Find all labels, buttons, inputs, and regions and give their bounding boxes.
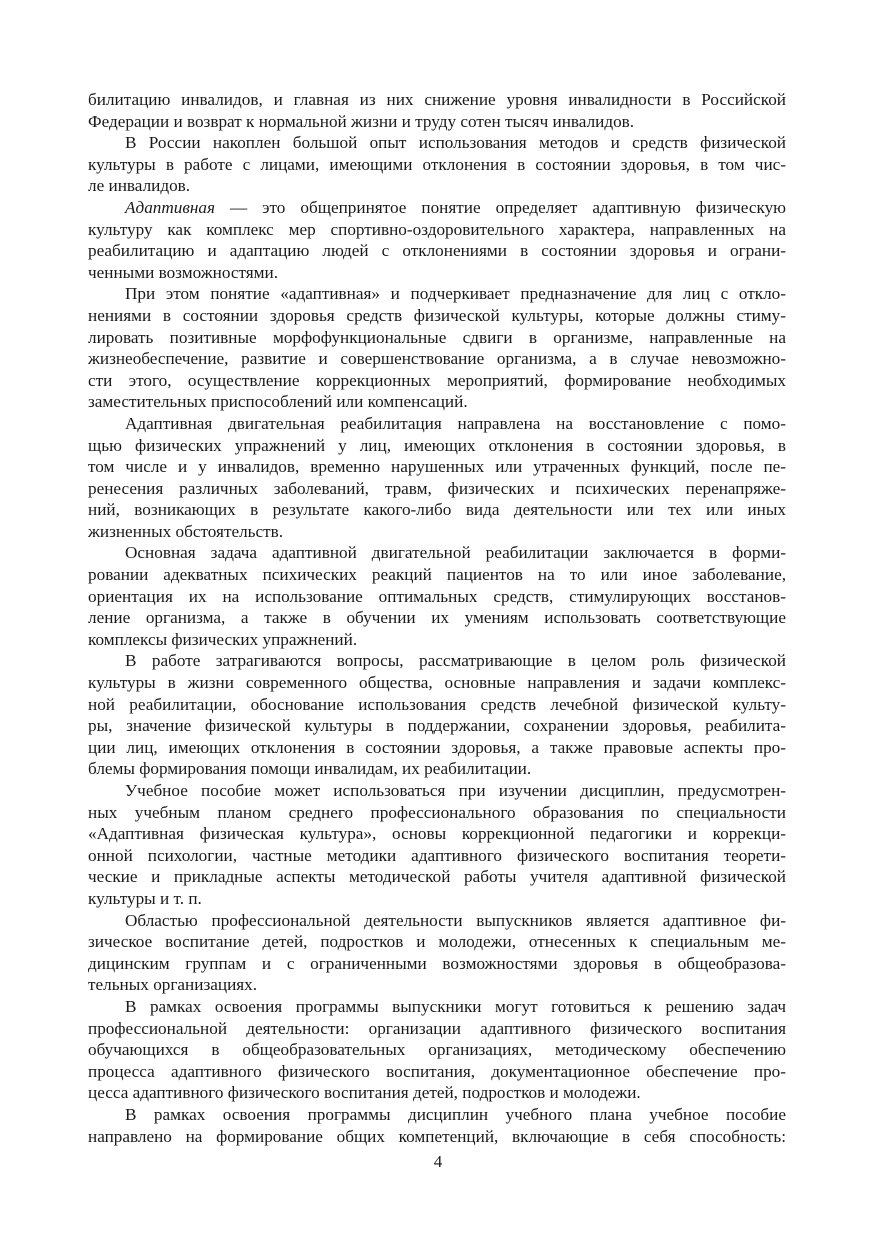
line-text: «Адаптивная физическая культура», основы коррекционной педагогики и коррекци-	[88, 824, 786, 844]
text-line	[88, 1061, 786, 1083]
page-number: 4	[433, 1152, 443, 1171]
text-line	[88, 866, 786, 888]
italic-term: Адаптивная	[125, 197, 215, 217]
line-text: блемы формирования помощи инвалидам, их реабилитации.	[88, 759, 532, 779]
line-text: В рамках освоения программы выпускники могут готовиться к решению задач	[125, 996, 786, 1016]
text-line	[88, 305, 786, 327]
line-text: жизненных обстоятельств.	[88, 521, 284, 541]
text-line	[88, 111, 786, 133]
text-line	[88, 758, 786, 780]
line-text: ний, возникающих в результате какого-либо вида деятельности или тех или иных	[88, 500, 786, 520]
text-line	[88, 175, 786, 197]
line-text: Областью профессиональной деятельности выпускников является адаптивное фи-	[125, 910, 786, 930]
line-text: Учебное пособие может использоваться при изучении дисциплин, предусмотрен-	[125, 781, 786, 800]
line-text: ченными возможностями.	[88, 262, 279, 282]
text-line	[88, 1039, 786, 1061]
line-text: культуру как комплекс мер спортивно-оздоровительного характера, направленных на	[88, 219, 786, 239]
paragraph	[88, 780, 786, 910]
line-text: зическое воспитание детей, подростков и молодежи, отнесенных к специальным ме-	[88, 932, 786, 952]
text-line	[88, 435, 786, 457]
text-line	[88, 521, 786, 543]
line-text: жизнеобеспечение, развитие и совершенствование организма, а в случае невозможно-	[88, 349, 786, 369]
line-text: заместительных приспособлений или компенсаций.	[88, 392, 468, 412]
line-text: культуры в жизни современного общества, основные направления и задачи комплекс-	[88, 673, 786, 693]
paragraph	[88, 283, 786, 413]
paragraph	[88, 413, 786, 543]
paragraph	[88, 197, 786, 283]
line-text: ле инвалидов.	[88, 176, 191, 196]
line-text: При этом понятие «адаптивная» и подчеркивает предназначение для лиц с откло-	[125, 284, 786, 304]
text-line	[88, 672, 786, 694]
line-text: В работе затрагиваются вопросы, рассматривающие в целом роль физической	[125, 651, 786, 671]
line-text: дицинским группам и с ограниченными возможностями здоровья в общеобразова-	[88, 953, 786, 973]
line-text: профессиональной деятельности: организации адаптивного физического воспитания	[88, 1018, 786, 1038]
text-line	[88, 650, 786, 672]
paragraph	[88, 542, 786, 650]
line-text: В России накоплен большой опыт использования методов и средств физической	[125, 133, 786, 153]
text-line	[88, 327, 786, 349]
text-line	[88, 219, 786, 241]
text-line	[88, 499, 786, 521]
text-line	[88, 478, 786, 500]
line-text: ных учебным планом среднего профессионального образования по специальности	[88, 802, 786, 822]
line-text: том числе и у инвалидов, временно нарушенных или утраченных функций, после пе-	[88, 457, 786, 477]
text-line	[88, 996, 786, 1018]
text-line	[88, 931, 786, 953]
line-text: ческие и прикладные аспекты методической работы учителя адаптивной физической	[88, 867, 786, 887]
text-line	[88, 780, 786, 802]
line-text: В рамках освоения программы дисциплин учебного плана учебное пособие	[125, 1104, 786, 1124]
line-text: обучающихся в общеобразовательных организациях, методическому обеспечению	[88, 1040, 786, 1060]
text-line	[88, 542, 786, 564]
paragraph	[88, 132, 786, 197]
line-text: ры, значение физической культуры в поддержании, сохранении здоровья, реабилита-	[88, 716, 786, 736]
line-text: культуры в работе с лицами, имеющими отклонения в состоянии здоровья, в том чис-	[88, 154, 786, 174]
line-text: нениями в состоянии здоровья средств физической культуры, которые должны стиму-	[88, 305, 786, 325]
line-text: ровании адекватных психических реакций пациентов на то или иное заболевание,	[88, 565, 786, 585]
paragraph	[88, 650, 786, 780]
text-line	[88, 629, 786, 651]
paragraph	[88, 996, 786, 1104]
text-line	[88, 1126, 786, 1148]
text-line	[88, 391, 786, 413]
line-text: реабилитацию и адаптацию людей с отклонениями в состоянии здоровья и ограни-	[88, 241, 786, 261]
line-text: — это общепринятое понятие определяет адаптивную физическую	[214, 197, 786, 217]
text-line	[88, 1104, 786, 1126]
line-text: билитацию инвалидов, и главная из них снижение уровня инвалидности в Российской	[88, 90, 786, 109]
line-text: ренесения различных заболеваний, травм, физических и психических перенапряже-	[88, 478, 786, 498]
text-line	[88, 845, 786, 867]
text-line	[88, 240, 786, 262]
line-text: ориентация их на использование оптимальных средств, стимулирующих восстанов-	[88, 586, 786, 606]
text-line	[88, 283, 786, 305]
line-text: тельных организациях.	[88, 975, 258, 995]
text-line	[88, 607, 786, 629]
line-text: онной психологии, частные методики адаптивного физического воспитания теорети-	[88, 845, 786, 865]
text-line	[88, 715, 786, 737]
line-text: Основная задача адаптивной двигательной реабилитации заключается в форми-	[125, 543, 786, 563]
text-line	[88, 197, 786, 219]
line-text: Федерации и возврат к нормальной жизни и труду сотен тысяч инвалидов.	[88, 111, 635, 131]
text-line	[88, 132, 786, 154]
paragraph	[88, 89, 786, 132]
line-text: ции лиц, имеющих отклонения в состоянии здоровья, а также правовые аспекты про-	[88, 737, 786, 757]
text-line	[88, 910, 786, 932]
text-line	[88, 89, 786, 111]
text-line	[88, 802, 786, 824]
text-line	[88, 370, 786, 392]
text-line	[88, 586, 786, 608]
text-line	[88, 413, 786, 435]
text-line	[88, 564, 786, 586]
text-line	[88, 1082, 786, 1104]
text-line	[88, 974, 786, 996]
text-line	[88, 1018, 786, 1040]
line-text: сти этого, осуществление коррекционных мероприятий, формирование необходимых	[88, 370, 786, 390]
text-line	[88, 953, 786, 975]
line-text: культуры и т. п.	[88, 888, 202, 908]
line-text: Адаптивная двигательная реабилитация направлена на восстановление с помо-	[125, 413, 786, 433]
paragraph	[88, 910, 786, 996]
text-line	[88, 694, 786, 716]
line-text: комплексы физических упражнений.	[88, 629, 358, 649]
text-line	[88, 154, 786, 176]
line-text: цесса адаптивного физического воспитания детей, подростков и молодежи.	[88, 1083, 641, 1103]
text-line	[88, 823, 786, 845]
line-text: лировать позитивные морфофункциональные сдвиги в организме, направленные на	[88, 327, 786, 347]
line-text: ление организма, а также в обучении их умениям использовать соответствующие	[88, 608, 786, 628]
line-text: щью физических упражнений у лиц, имеющих отклонения в состоянии здоровья, в	[88, 435, 786, 455]
text-line	[88, 262, 786, 284]
text-line	[88, 456, 786, 478]
line-text: процесса адаптивного физического воспитания, документационное обеспечение про-	[88, 1061, 786, 1081]
document-body	[88, 89, 786, 1147]
line-text: ной реабилитации, обоснование использования средств лечебной физической культу-	[88, 694, 786, 714]
text-line	[88, 737, 786, 759]
line-text: направлено на формирование общих компетенций, включающие в себя способность:	[88, 1126, 786, 1146]
text-line	[88, 888, 786, 910]
text-line	[88, 348, 786, 370]
paragraph	[88, 1104, 786, 1147]
